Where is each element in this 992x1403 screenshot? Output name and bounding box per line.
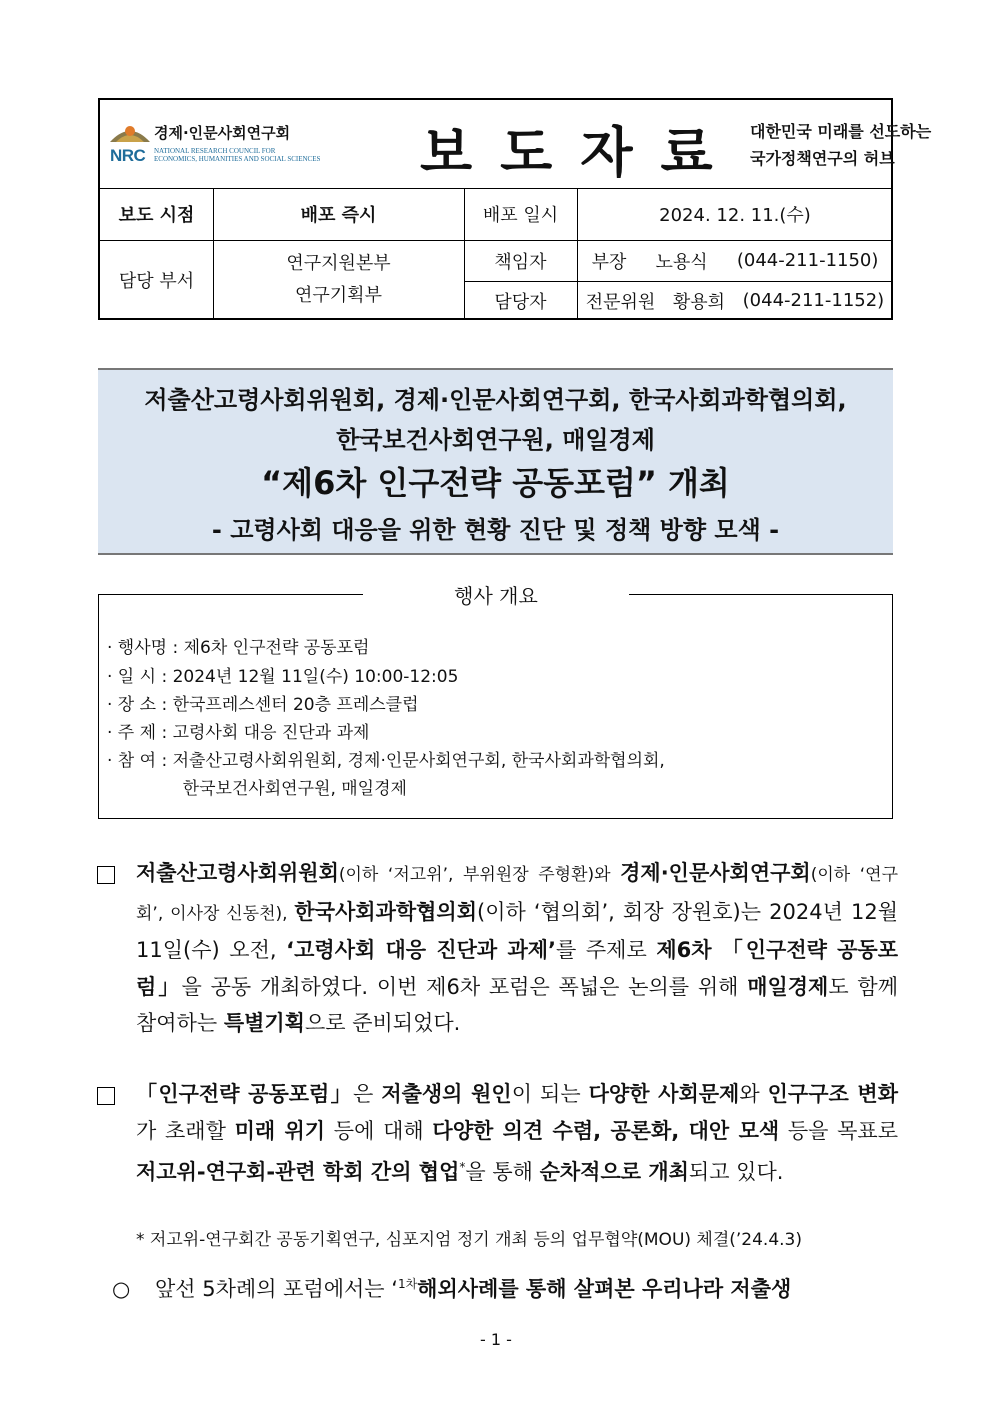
body-text: 으로 준비되었다.: [304, 1011, 461, 1035]
body-text: 은: [353, 1082, 382, 1106]
doc-type-title: 보도자료: [420, 121, 741, 184]
emphasis-text: 저출생의 원인: [381, 1082, 512, 1106]
emphasis-text: 다양한 의견 수렴, 공론화, 대안 모색: [432, 1118, 780, 1143]
header-top-row: [100, 100, 932, 189]
nrc-logo: [108, 118, 321, 170]
headline-main: “제6차 인구전략 공동포럼” 개최: [261, 464, 730, 502]
staff-contact: 전문위원 황용희 (044-211-1152): [585, 290, 885, 313]
body-paragraph-1: [136, 855, 898, 1042]
emphasis-text: ‘고령사회 대응 진단과 과제’: [286, 938, 556, 962]
headline-subtitle: - 고령사회 대응을 위한 현황 진단 및 정책 방향 모색 -: [211, 516, 780, 544]
org-name-korean: 경제·인문사회연구회: [154, 124, 291, 142]
staff-label: 담당자: [494, 291, 547, 313]
body-text: (이하 ‘저고위’, 부위원장 주형환)와: [338, 865, 621, 885]
body-text: 도 함께 참여하는: [136, 974, 898, 1035]
distribution-date-value: 2024. 12. 11.(수): [659, 205, 811, 226]
bullet-text-pre: 앞선 5차례의 포럼에서는 ‘: [155, 1277, 398, 1301]
emphasis-text: 경제·인문사회연구회: [620, 861, 811, 885]
headline-line-2: 한국보건사회연구원, 매일경제: [336, 426, 655, 454]
responsible-label: 책임자: [494, 251, 547, 273]
release-time-label: 보도 시점: [118, 205, 195, 226]
checkbox-square-icon: [97, 866, 115, 884]
emphasis-text: 제6차 「인구전략 공동포럼」: [136, 938, 898, 999]
footnote: * 저고위-연구회간 공동기획연구, 심포지엄 정기 개최 등의 업무협약(MOU) 체결(’24.4.3): [136, 1230, 803, 1250]
emphasis-text: *: [459, 1160, 466, 1174]
responsible-contact: 부장 노용식 (044-211-1150): [591, 250, 879, 273]
department-label: 담당 부서: [118, 271, 195, 292]
emphasis-text: 특별기획: [223, 1011, 305, 1035]
overview-line: · 장 소 : 한국프레스센터 20층 프레스클럽: [107, 695, 419, 715]
body-text: 이 되는: [511, 1082, 589, 1106]
overview-line: 한국보건사회연구원, 매일경제: [107, 779, 407, 799]
body-text: 되고 있다.: [688, 1160, 784, 1184]
emphasis-text: 미래 위기: [234, 1118, 326, 1143]
bullet-line: [112, 1273, 791, 1303]
emphasis-text: 한국사회과학협의회: [294, 899, 477, 924]
release-time-value: 배포 즉시: [300, 205, 377, 226]
overview-line: · 주 제 : 고령사회 대응 진단과 과제: [107, 723, 370, 743]
emphasis-text: 매일경제: [747, 974, 829, 999]
org-name-english: NATIONAL RESEARCH COUNCIL FOR ECONOMICS, HUMANITIES AND SOCIAL SCIENCES: [154, 147, 321, 163]
overview-line: · 일 시 : 2024년 12월 11일(수) 10:00-12:05: [107, 667, 459, 687]
page-number: - 1 -: [480, 1330, 512, 1349]
emphasis-text: 「인구전략 공동포럼」: [136, 1082, 354, 1106]
body-text: 가 초래할: [136, 1118, 235, 1143]
body-text: (이하 ‘협의회’, 회장 장원호)는 2024년 12월 11일(수) 오전,: [136, 899, 899, 962]
bullet-circle-icon: ○: [112, 1277, 131, 1301]
checkbox-square-icon: [97, 1087, 115, 1105]
emphasis-text: 저출산고령사회위원회: [136, 861, 339, 885]
press-header-table: [98, 98, 932, 320]
overview-title: 행사 개요: [363, 580, 629, 609]
emphasis-text: 인구구조 변화: [767, 1082, 899, 1106]
slogan: 대한민국 미래를 선도하는 국가정책연구의 허브: [750, 122, 932, 168]
emphasis-text: 순차적으로 개최: [539, 1160, 689, 1184]
headline-band: [98, 368, 893, 555]
distribution-date-label: 배포 일시: [482, 205, 559, 226]
body-text: 와: [739, 1082, 768, 1106]
body-text: 등을 목표로: [779, 1118, 899, 1143]
overview-line: · 참 여 : 저출산고령사회위원회, 경제·인문사회연구회, 한국사회과학협의회,: [107, 751, 665, 771]
bullet-sup: 1차: [397, 1277, 418, 1291]
body-text: 을 공동 개최하였다. 이번 제6차 포럼은 폭넓은 논의를 위해: [181, 974, 748, 999]
body-text: 을 통해: [465, 1160, 540, 1184]
emphasis-text: 다양한 사회문제: [588, 1082, 740, 1106]
overview-line: · 행사명 : 제6차 인구전략 공동포럼: [107, 638, 370, 658]
body-text: (이하 ‘연구회’, 이사장 신동천),: [136, 865, 898, 924]
bullet-text-bold: 해외사례를 통해 살펴본 우리나라 저출생: [417, 1277, 792, 1301]
emphasis-text: 저고위-연구회-관련 학회 간의 협업: [136, 1160, 460, 1184]
body-paragraph-2: [136, 1076, 898, 1191]
body-text: 등에 대해: [325, 1118, 433, 1143]
headline-line-1: 저출산고령사회위원회, 경제·인문사회연구회, 한국사회과학협의회,: [144, 386, 847, 414]
department-value: 연구지원본부 연구기획부: [286, 253, 391, 306]
body-text: 를 주제로: [556, 938, 657, 962]
event-overview-box: [98, 594, 893, 819]
nrc-logo-icon: [108, 118, 152, 148]
org-abbr: NRC: [110, 146, 146, 165]
